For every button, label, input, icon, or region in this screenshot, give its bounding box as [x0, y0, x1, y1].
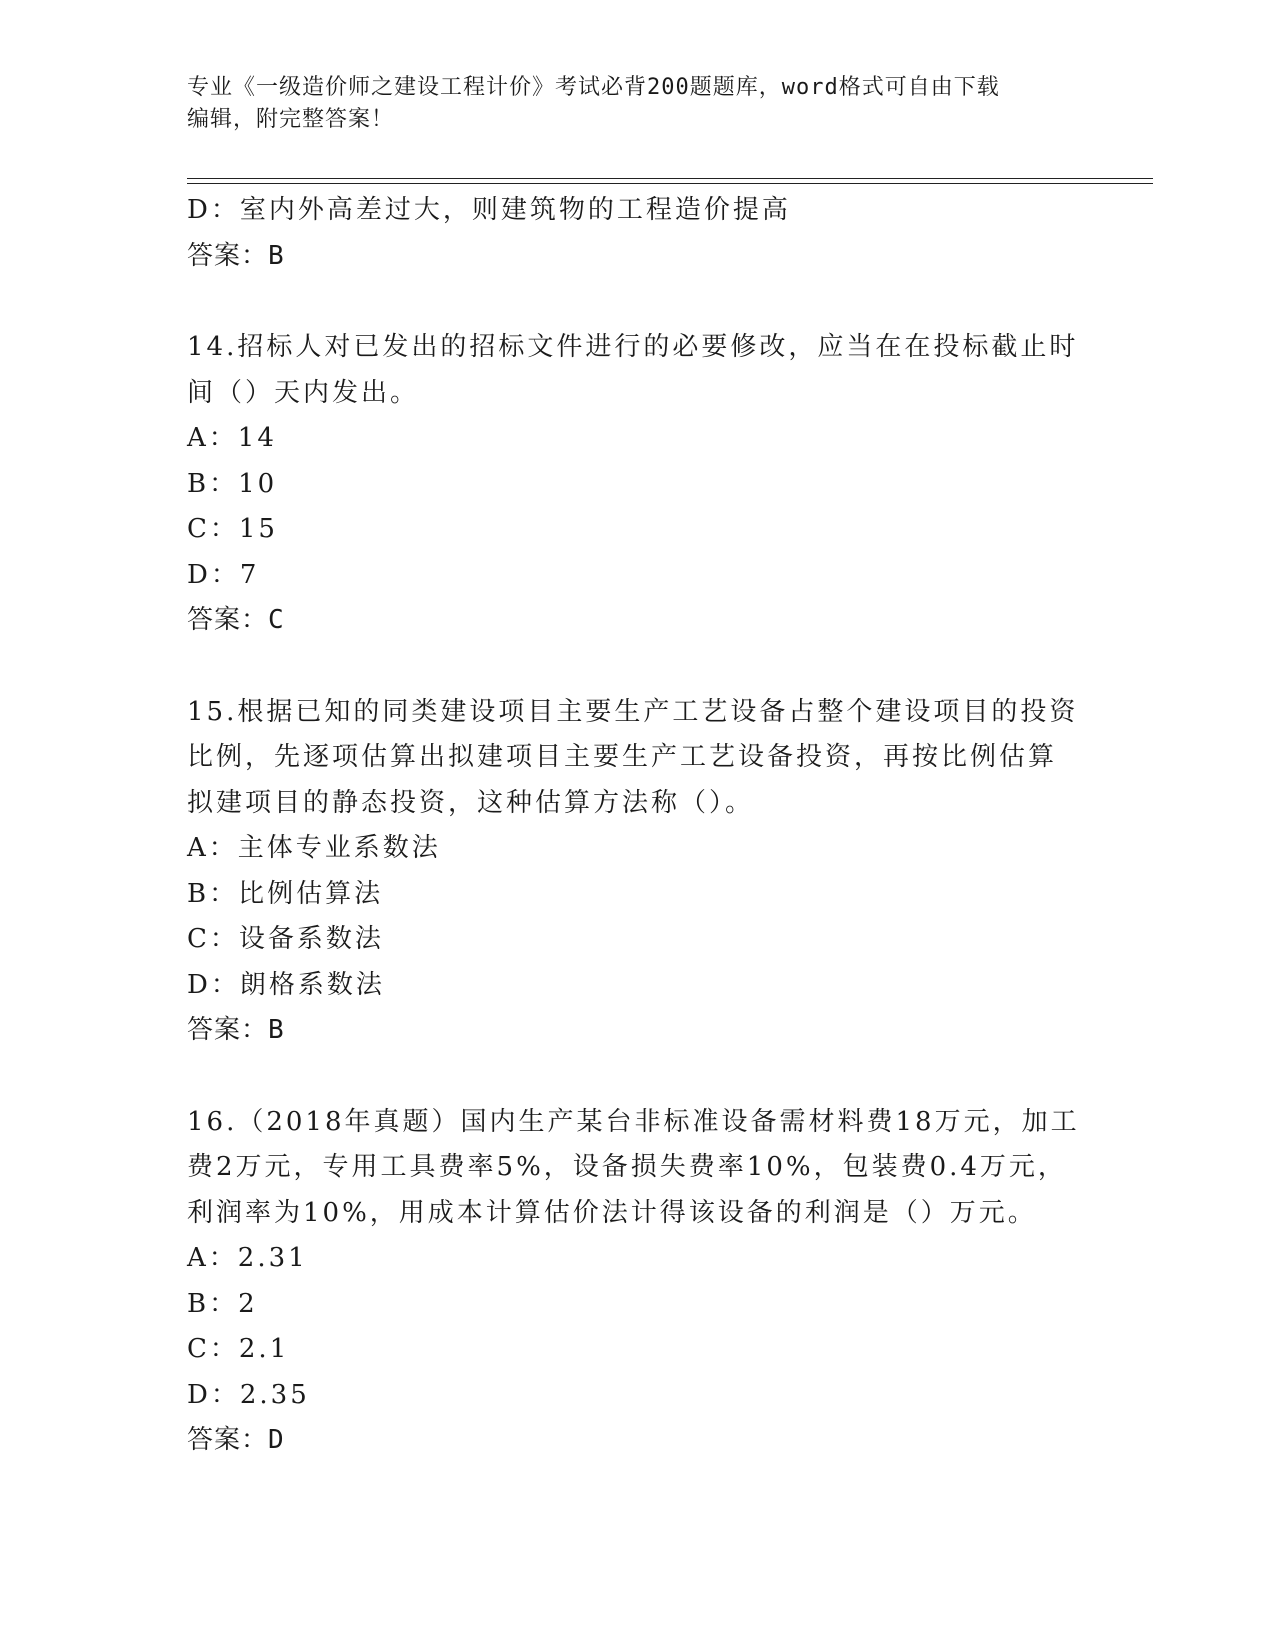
answer-line: 答案：C	[187, 605, 285, 635]
spacer	[187, 279, 1087, 325]
header-line-1: 专业《一级造价师之建设工程计价》考试必背200题题库，word格式可自由下载	[187, 75, 1000, 100]
header-line-2: 编辑，附完整答案！	[187, 107, 395, 132]
option-c: C：15	[187, 514, 278, 544]
question-stem-line: 16.（2018年真题）国内生产某台非标准设备需材料费18万元，加工	[187, 1106, 1080, 1137]
question-stem-line: 费2万元，专用工具费率5%，设备损失费率10%，包装费0.4万元，	[187, 1152, 1067, 1182]
question-stem-line: 利润率为10%，用成本计算估价法计得该设备的利润是（）万元。	[187, 1197, 1037, 1228]
page-header	[187, 72, 1087, 136]
option-d: D：朗格系数法	[187, 969, 385, 1000]
option-c: C：设备系数法	[187, 924, 384, 954]
previous-question-tail	[187, 188, 1087, 279]
question-16	[187, 1100, 1087, 1464]
answer-line: 答案：D	[187, 1425, 285, 1455]
option-a: A：主体专业系数法	[187, 833, 441, 863]
option-d: D：7	[187, 559, 260, 590]
spacer	[187, 644, 1087, 690]
option-d: D：2.35	[187, 1379, 310, 1410]
option-c: C：2.1	[187, 1334, 290, 1364]
header-divider-top	[187, 178, 1153, 179]
question-stem-line: 14.招标人对已发出的招标文件进行的必要修改，应当在在投标截止时	[187, 332, 1079, 362]
option-a: A：2.31	[187, 1243, 308, 1273]
question-14	[187, 325, 1087, 644]
question-15	[187, 690, 1087, 1054]
spacer	[187, 1054, 1087, 1100]
option-b: B：10	[187, 468, 278, 499]
question-stem-line: 间（）天内发出。	[187, 377, 420, 408]
question-stem-line: 拟建项目的静态投资，这种估算方法称（）。	[187, 787, 755, 818]
option-a: A：14	[187, 423, 277, 453]
header-divider-bottom	[187, 183, 1153, 184]
question-stem-line: 15.根据已知的同类建设项目主要生产工艺设备占整个建设项目的投资	[187, 696, 1079, 727]
answer-line: 答案：B	[187, 240, 285, 271]
option-b: B：比例估算法	[187, 878, 384, 909]
answer-line: 答案：B	[187, 1015, 285, 1045]
option-d: D：室内外高差过大，则建筑物的工程造价提高	[187, 195, 791, 225]
question-stem-line: 比例，先逐项估算出拟建项目主要生产工艺设备投资，再按比例估算	[187, 742, 1058, 772]
document-body	[187, 188, 1087, 1464]
option-b: B：2	[187, 1288, 258, 1319]
